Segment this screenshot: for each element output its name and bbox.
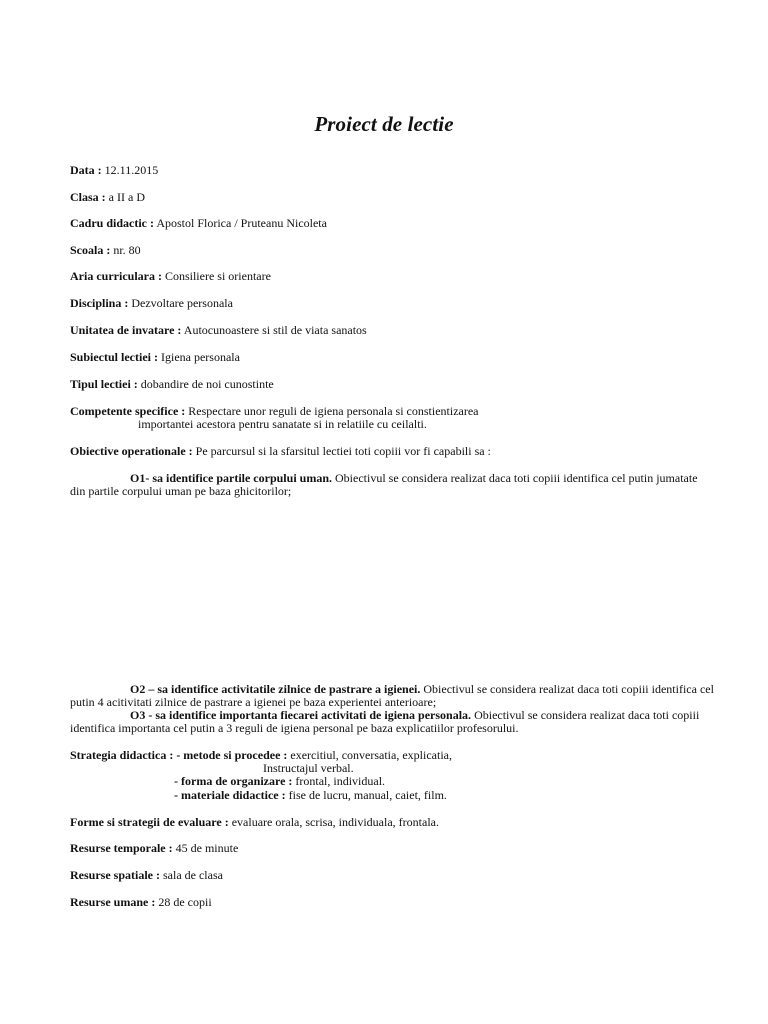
objective-o3-line-2: identifica importanta cel putin a 3 reguli de igiena personal pe baza explicatiilor profesorului. <box>70 721 519 735</box>
field-value: 12.11.2015 <box>101 163 159 177</box>
field-label: Resurse umane : <box>70 895 156 909</box>
field-value: Dezvoltare personala <box>128 296 233 310</box>
field-tipul-lectiei <box>70 378 274 391</box>
field-label: Aria curriculara : <box>70 269 162 283</box>
field-value: Respectare unor reguli de igiena personala si constientizarea <box>185 404 479 418</box>
field-resurse-temporale <box>70 842 238 855</box>
objective-title: O1- sa identifice partile corpului uman. <box>130 471 332 485</box>
objective-title: O3 - sa identifice importanta fiecarei activitati de igiena personala. <box>130 708 472 722</box>
field-resurse-spatiale <box>70 869 223 882</box>
field-label: Disciplina : <box>70 296 129 310</box>
sub-label: - forma de organizare : <box>174 774 293 788</box>
field-value: Igiena personala <box>157 350 240 364</box>
field-value: 45 de minute <box>172 841 239 855</box>
field-obiective-operationale <box>70 445 491 458</box>
field-label: Forme si strategii de evaluare : <box>70 815 229 829</box>
objective-text: Obiectivul se considera realizat daca toti copiii <box>471 708 700 722</box>
field-label: Tipul lectiei : <box>70 377 138 391</box>
objective-title: O2 – sa identifice activitatile zilnice de pastrare a igienei. <box>130 682 421 696</box>
strategia-metode <box>70 749 452 762</box>
field-resurse-umane <box>70 896 212 909</box>
field-value: evaluare orala, scrisa, individuala, frontala. <box>228 815 439 829</box>
field-value: 28 de copii <box>155 895 212 909</box>
field-label: Competente specifice : <box>70 404 186 418</box>
field-subiectul-lectiei <box>70 351 240 364</box>
field-label: Resurse temporale : <box>70 841 173 855</box>
field-disciplina <box>70 297 233 310</box>
field-label: Strategia didactica : <box>70 748 174 762</box>
field-cadru-didactic <box>70 217 327 230</box>
field-data <box>70 164 158 177</box>
field-value: Pe parcursul si la sfarsitul lectiei toti copiii vor fi capabili sa : <box>192 444 491 458</box>
field-clasa <box>70 191 145 204</box>
field-unitatea-de-invatare <box>70 324 367 337</box>
field-value: Consiliere si orientare <box>161 269 271 283</box>
field-label: Unitatea de invatare : <box>70 323 182 337</box>
field-forme-evaluare <box>70 816 439 829</box>
field-value: Apostol Florica / Pruteanu Nicoleta <box>154 216 327 230</box>
sub-label: - materiale didactice : <box>174 788 286 802</box>
field-value: a II a D <box>105 190 145 204</box>
field-label: Data : <box>70 163 102 177</box>
field-value: nr. 80 <box>110 243 141 257</box>
competente-line-2: importantei acestora pentru sanatate si in relatiile cu ceilalti. <box>138 417 427 431</box>
objective-o1-line-2: din partile corpului uman pe baza ghicitorilor; <box>70 484 292 498</box>
strategia-materiale <box>174 789 447 802</box>
document-title: Proiect de lectie <box>314 112 454 136</box>
sub-label: - metode si procedee : <box>173 748 288 762</box>
field-value: exercitiul, conversatia, explicatia, <box>287 748 452 762</box>
field-scoala <box>70 244 141 257</box>
field-label: Cadru didactic : <box>70 216 154 230</box>
strategia-forma <box>174 775 385 788</box>
field-value: frontal, individual. <box>292 774 386 788</box>
objective-o2-line-2: putin 4 acitivitati zilnice de pastrare a igienei pe baza experientei anterioare; <box>70 695 437 709</box>
field-value: dobandire de noi cunostinte <box>137 377 274 391</box>
field-value: sala de clasa <box>160 868 223 882</box>
field-label: Obiective operationale : <box>70 444 193 458</box>
field-value: Autocunoastere si stil de viata sanatos <box>181 323 367 337</box>
field-label: Scoala : <box>70 243 111 257</box>
objective-text: Obiectivul se considera realizat daca toti copiii identifica cel putin jumatate <box>332 471 698 485</box>
field-value: fise de lucru, manual, caiet, film. <box>285 788 447 802</box>
field-label: Resurse spatiale : <box>70 868 160 882</box>
strategia-metode-line-2: Instructajul verbal. <box>263 761 354 775</box>
field-aria-curriculara <box>70 270 271 283</box>
field-label: Subiectul lectiei : <box>70 350 158 364</box>
field-label: Clasa : <box>70 190 106 204</box>
objective-text: Obiectivul se considera realizat daca toti copiii identifica cel <box>420 682 714 696</box>
